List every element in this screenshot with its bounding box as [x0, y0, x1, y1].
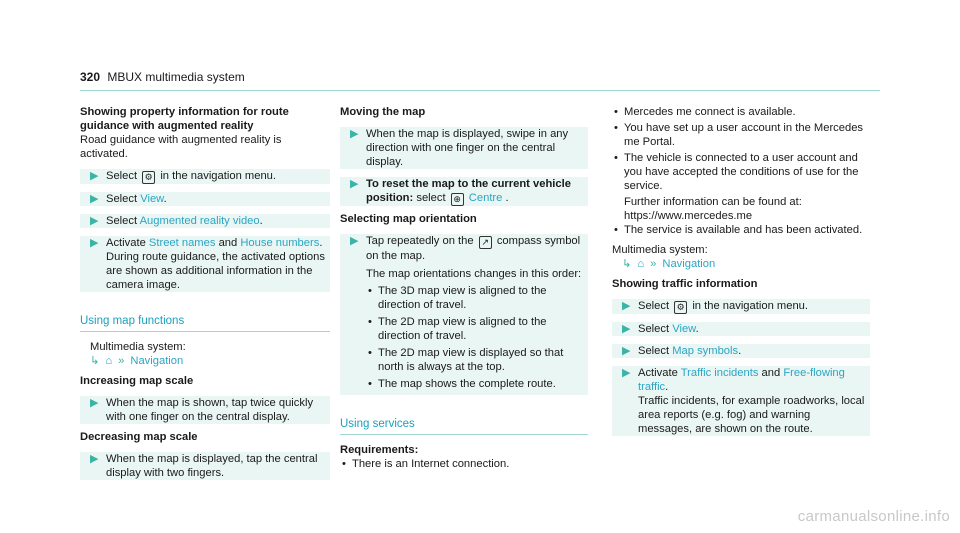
step-select-settings: ▶ Select ⚙ in the navigation menu.: [80, 169, 330, 184]
step-moving-map: ▶ When the map is displayed, swipe in any direction with one finger on the central display.: [340, 127, 588, 169]
settings-icon: ⚙: [674, 301, 687, 314]
step-select-settings: ▶ Select ⚙ in the navigation menu.: [612, 299, 870, 314]
list-item: • The 2D map view is displayed so that north is always at the top.: [366, 346, 584, 374]
home-icon: ⌂: [105, 355, 113, 367]
orientation-list: [366, 284, 584, 391]
step-arrow-icon: ▶: [90, 193, 99, 205]
page-number: 320: [80, 70, 101, 84]
nav-path: [612, 257, 870, 271]
settings-icon: ⚙: [142, 171, 155, 184]
step-arrow-icon: ▶: [90, 453, 99, 465]
list-item: • The 2D map view is aligned to the direction of travel.: [366, 315, 584, 343]
section-title-map-functions: Using map functions: [80, 314, 330, 332]
path-hook-icon: ↳: [622, 258, 632, 270]
heading-increase-scale: Increasing map scale: [80, 375, 194, 387]
step-arrow-icon: ▶: [90, 215, 99, 227]
step-note: During route guidance, the activated options are shown as additional information in the camera image.: [106, 251, 325, 291]
step-reset-map: ▶ To reset the map to the current vehicle position: select ⊕ Centre .: [340, 177, 588, 206]
step-arrow-icon: ▶: [350, 178, 359, 190]
step-select-ar-video: ▶ Select Augmented reality video.: [80, 214, 330, 228]
list-item: • The service is available and has been activated.: [612, 223, 870, 237]
crosshair-icon: ⊕: [451, 193, 464, 206]
home-icon: ⌂: [637, 258, 645, 270]
list-item: • Mercedes me connect is available.: [612, 105, 870, 119]
url-text: https://www.mercedes.me: [624, 210, 753, 222]
view-link[interactable]: View: [140, 193, 164, 205]
compass-icon: ↗: [479, 236, 492, 249]
step-arrow-icon: ▶: [622, 323, 631, 335]
chevron-right-icon: »: [118, 355, 125, 367]
list-item: • The 3D map view is aligned to the direction of travel.: [366, 284, 584, 312]
step-select-view: ▶ Select View.: [612, 322, 870, 336]
heading-map-orientation: Selecting map orientation: [340, 213, 477, 225]
step-increase-scale: ▶ When the map is shown, tap twice quickly with one finger on the central display.: [80, 396, 330, 424]
ar-video-link[interactable]: Augmented reality video: [139, 215, 260, 227]
step-arrow-icon: ▶: [350, 128, 359, 140]
header-rule: [80, 90, 880, 91]
step-decrease-scale: ▶ When the map is displayed, tap the central display with two fingers.: [80, 452, 330, 480]
section-title-services: Using services: [340, 417, 588, 435]
nav-path: [80, 354, 330, 368]
list-item: • The map shows the complete route.: [366, 377, 584, 391]
traffic-incidents-link[interactable]: Traffic incidents: [680, 367, 759, 379]
map-symbols-link[interactable]: Map symbols: [672, 345, 739, 357]
step-map-orientation: ▶ Tap repeatedly on the ↗ compass symbol on the map. The map orientations changes in this order: • The 3D map view is aligned to the direction of travel. • The 2D map view is aligned to the direction of travel. • The 2D map view is displayed so that north is always at the top. • The map shows the complete route.: [340, 234, 588, 395]
step-activate-traffic: ▶ Activate Traffic incidents and Free-flowing traffic. Traffic incidents, for example roadworks, local area reports (e.g. fog) and warning messages, are shown on the route.: [612, 366, 870, 436]
column-1: [80, 105, 330, 480]
navigation-link[interactable]: Navigation: [662, 258, 716, 270]
heading-decrease-scale: Decreasing map scale: [80, 431, 198, 443]
header-title: MBUX multimedia system: [107, 70, 245, 84]
column-2: [340, 105, 588, 471]
step-activate-names: ▶ Activate Street names and House numbers. During route guidance, the activated options are shown as additional information in the camera image.: [80, 236, 330, 292]
section-heading-ar: Showing property information for route guidance with augmented reality: [80, 106, 289, 132]
list-item: • You have set up a user account in the Mercedes me Portal.: [612, 121, 870, 149]
chevron-right-icon: »: [650, 258, 657, 270]
step-select-map-symbols: ▶ Select Map symbols.: [612, 344, 870, 358]
step-note: Traffic incidents, for example roadworks, local area reports (e.g. fog) and warning messages, are shown on the route.: [638, 395, 865, 435]
heading-requirements: Requirements:: [340, 444, 419, 456]
step-arrow-icon: ▶: [90, 397, 99, 409]
step-arrow-icon: ▶: [622, 300, 631, 312]
page-header: [80, 70, 245, 84]
requirements-list: [340, 457, 588, 471]
list-item: • The vehicle is connected to a user account and you have accepted the conditions of use for the service.: [612, 151, 870, 193]
further-info: Further information can be found at:: [624, 196, 802, 208]
house-numbers-link[interactable]: House numbers: [240, 237, 320, 249]
path-label: Multimedia system:: [612, 244, 708, 256]
step-arrow-icon: ▶: [90, 170, 99, 182]
step-arrow-icon: ▶: [622, 345, 631, 357]
path-hook-icon: ↳: [90, 355, 100, 367]
step-arrow-icon: ▶: [350, 235, 359, 247]
street-names-link[interactable]: Street names: [148, 237, 216, 249]
ar-intro: Road guidance with augmented reality is activated.: [80, 134, 282, 160]
list-item: • There is an Internet connection.: [340, 457, 588, 471]
heading-moving-map: Moving the map: [340, 106, 426, 118]
requirements-list-cont: [612, 105, 870, 193]
free-flowing-traffic-link[interactable]: Free-flowing traffic: [638, 367, 845, 393]
watermark: carmanualsonline.info: [797, 508, 950, 525]
step-select-view: ▶ Select View.: [80, 192, 330, 206]
step-arrow-icon: ▶: [622, 367, 631, 379]
step-arrow-icon: ▶: [90, 237, 99, 249]
centre-link[interactable]: Centre: [468, 192, 503, 204]
view-link[interactable]: View: [672, 323, 696, 335]
path-label: Multimedia system:: [90, 341, 186, 353]
navigation-link[interactable]: Navigation: [130, 355, 184, 367]
column-3: [612, 105, 870, 436]
heading-traffic: Showing traffic information: [612, 278, 758, 290]
